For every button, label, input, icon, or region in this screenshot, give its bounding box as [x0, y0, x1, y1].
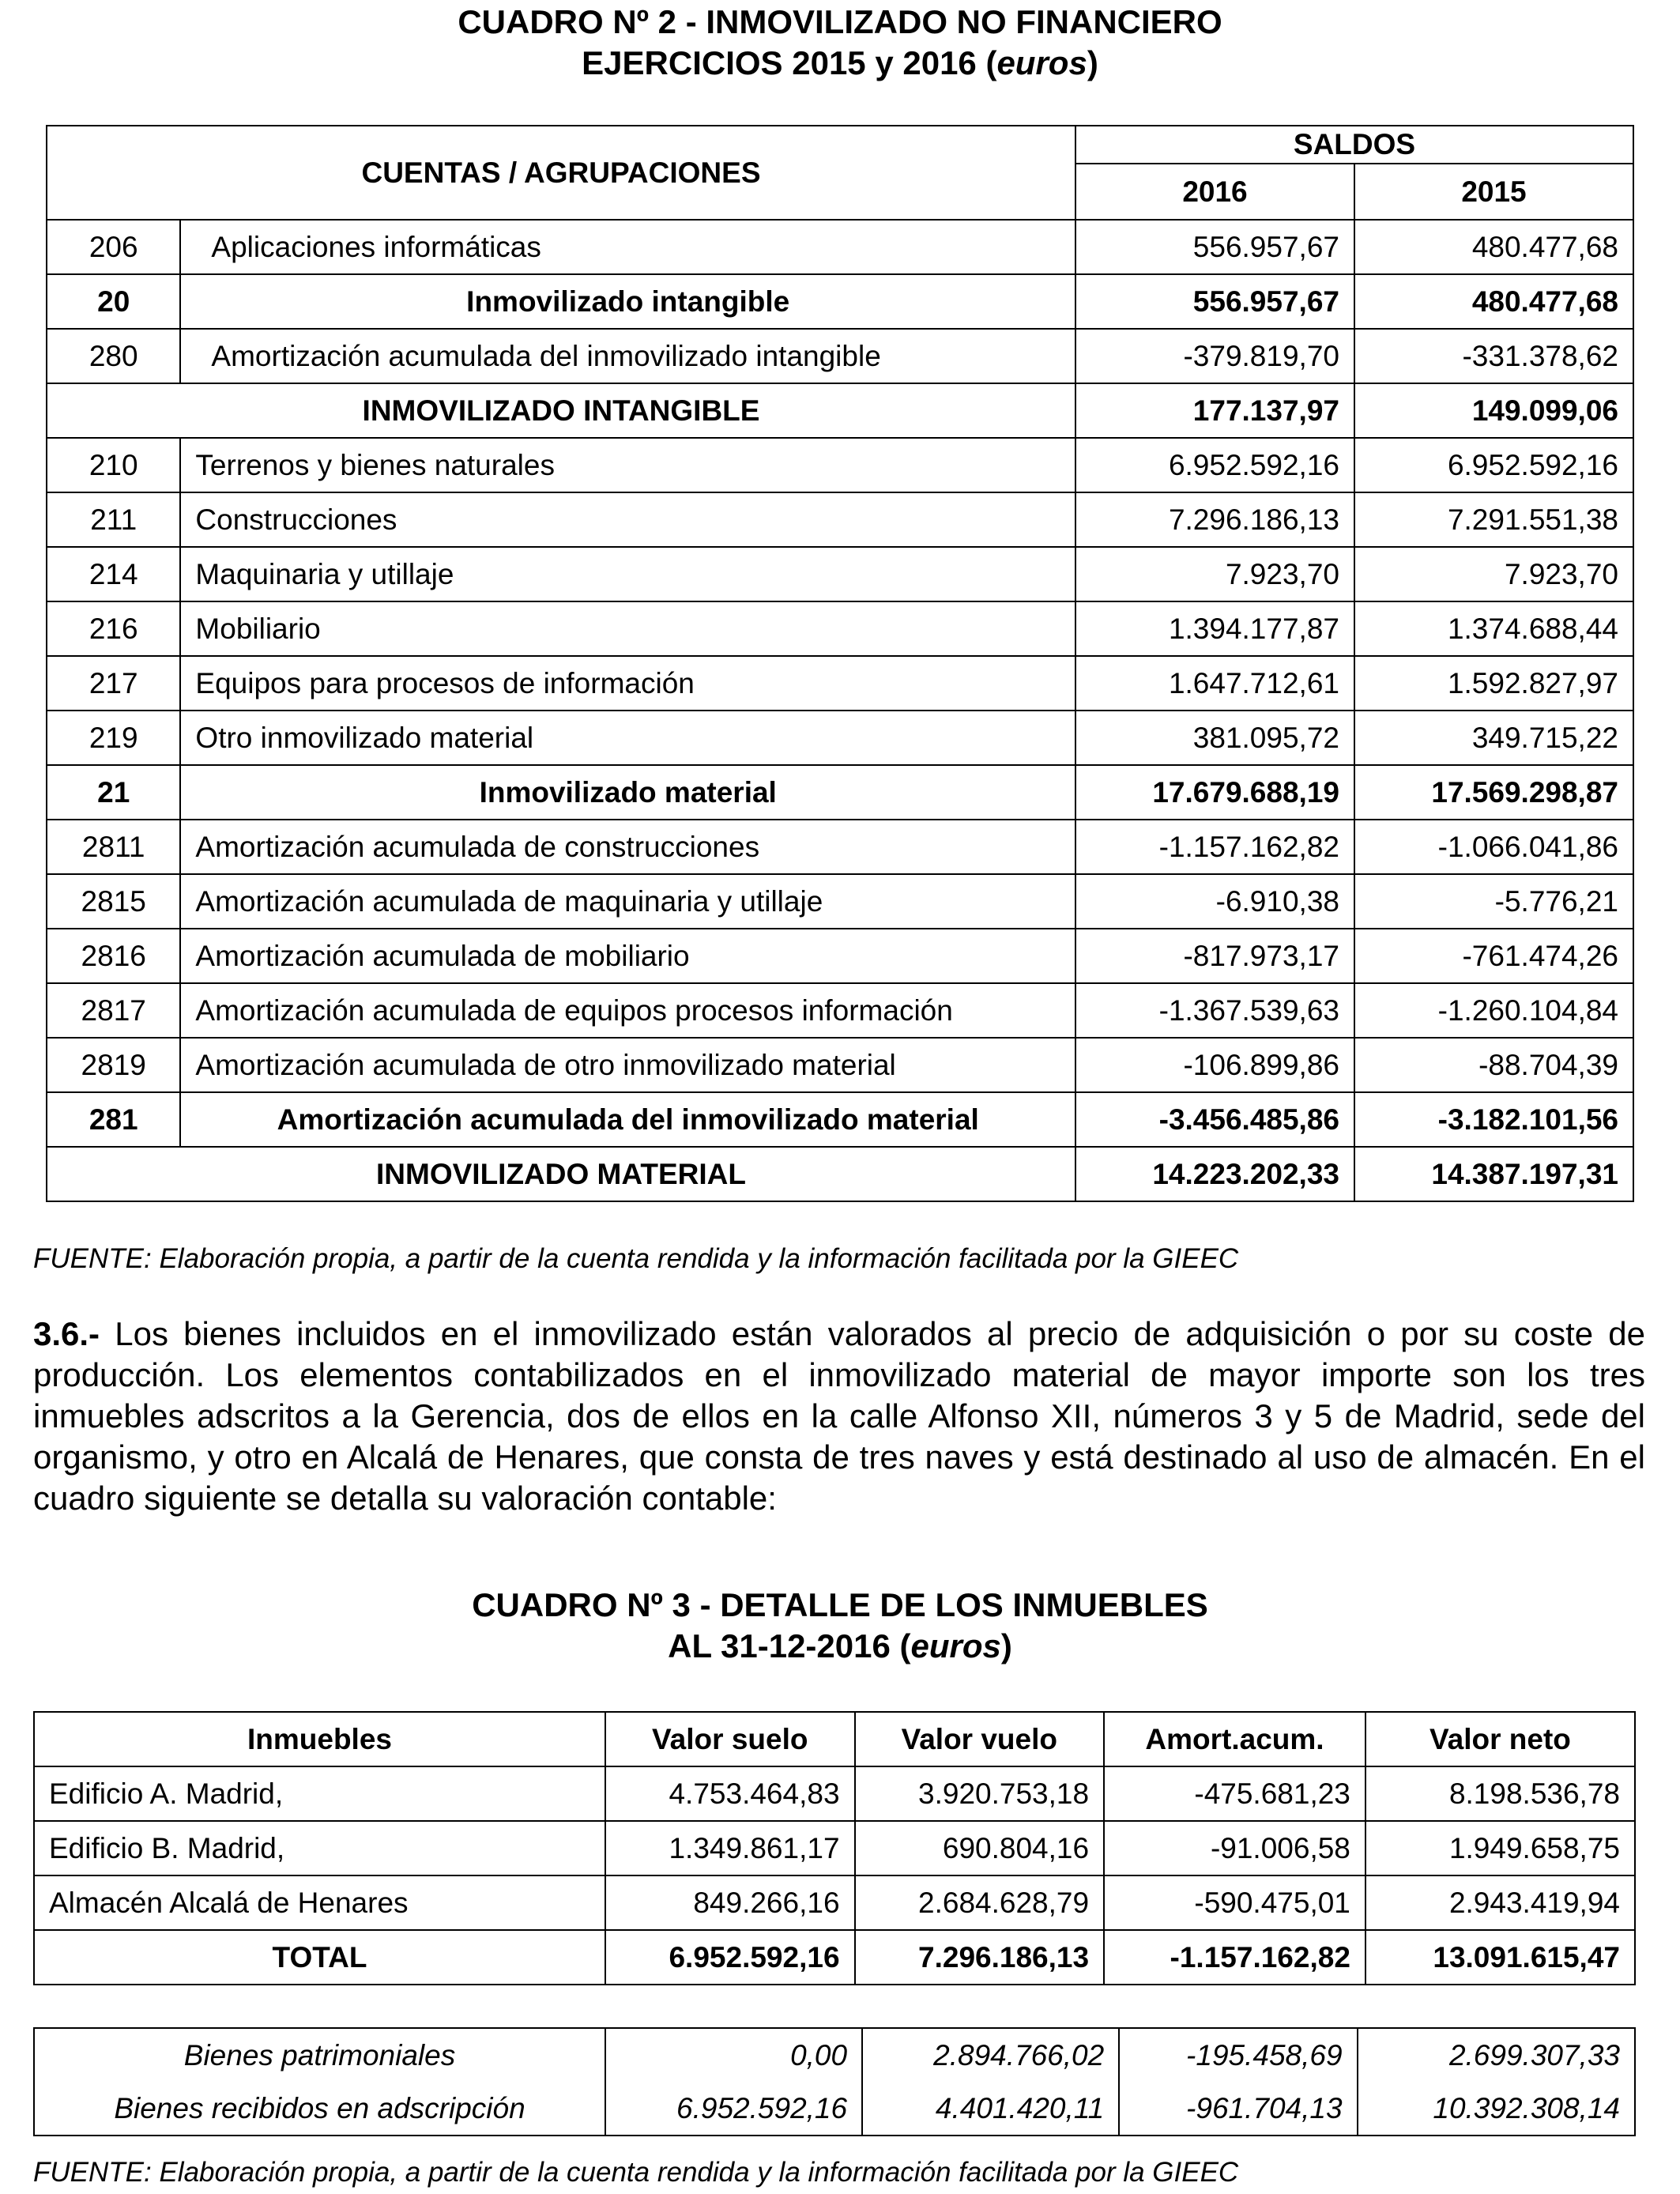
total-value: 6.952.592,16	[605, 1930, 855, 1985]
cuadro2-row	[47, 329, 1633, 383]
row-desc: Amortización acumulada del inmovilizado intangible	[180, 329, 1075, 383]
header-2015: 2015	[1354, 164, 1633, 220]
cuadro2-row	[47, 492, 1633, 547]
inmueble-value: 1.949.658,75	[1365, 1821, 1635, 1875]
inmueble-value: 2.943.419,94	[1365, 1875, 1635, 1930]
row-v2015: 480.477,68	[1354, 220, 1633, 274]
cuadro2-row	[47, 383, 1633, 438]
row-v2015: 6.952.592,16	[1354, 438, 1633, 492]
row-v2016: -1.367.539,63	[1075, 983, 1354, 1038]
row-desc: Aplicaciones informáticas	[180, 220, 1075, 274]
row-code: 211	[47, 492, 180, 547]
row-v2015: 480.477,68	[1354, 274, 1633, 329]
cuadro2-row	[47, 656, 1633, 711]
row-v2016: 177.137,97	[1075, 383, 1354, 438]
inmueble-value: 2.684.628,79	[855, 1875, 1105, 1930]
paragraph-3-6	[33, 1314, 1645, 1519]
inmueble-value: 3.920.753,18	[855, 1766, 1105, 1821]
row-v2016: 1.647.712,61	[1075, 656, 1354, 711]
row-v2016: -106.899,86	[1075, 1038, 1354, 1092]
row-v2016: 7.296.186,13	[1075, 492, 1354, 547]
row-v2015: 1.592.827,97	[1354, 656, 1633, 711]
sub-value: 0,00	[605, 2028, 862, 2082]
row-v2015: -3.182.101,56	[1354, 1092, 1633, 1147]
cuadro3-row	[34, 1875, 1635, 1930]
sub-label: Bienes recibidos en adscripción	[114, 2091, 525, 2124]
cuadro3-header-cell: Valor vuelo	[855, 1712, 1105, 1766]
row-desc: Amortización acumulada de mobiliario	[180, 929, 1075, 983]
row-desc: Amortización acumulada de otro inmovilizado material	[180, 1038, 1075, 1092]
cuadro2-row	[47, 601, 1633, 656]
cuadro2-title-prefix: EJERCICIOS 2015 y 2016 (	[582, 44, 997, 81]
row-desc: Amortización acumulada de construcciones	[180, 820, 1075, 874]
row-v2016: -3.456.485,86	[1075, 1092, 1354, 1147]
row-code: 2816	[47, 929, 180, 983]
cuadro2-row	[47, 983, 1633, 1038]
row-desc: INMOVILIZADO MATERIAL	[47, 1147, 1075, 1201]
sub-label: Bienes patrimoniales	[183, 2038, 456, 2071]
row-desc: Amortización acumulada de maquinaria y utillaje	[180, 874, 1075, 929]
cuadro2-title-line1: CUADRO Nº 2 - INMOVILIZADO NO FINANCIERO	[458, 3, 1222, 40]
row-code: 206	[47, 220, 180, 274]
row-desc: Construcciones	[180, 492, 1075, 547]
cuadro2-title-line2	[0, 43, 1680, 84]
row-desc: Maquinaria y utillaje	[180, 547, 1075, 601]
cuadro3-title-italic: euros	[910, 1627, 1001, 1664]
row-desc: Terrenos y bienes naturales	[180, 438, 1075, 492]
row-v2016: 1.394.177,87	[1075, 601, 1354, 656]
cuadro2-source: FUENTE: Elaboración propia, a partir de la cuenta rendida y la información facilitada por la GIEEC	[33, 1243, 1239, 1274]
cuadro2-row	[47, 874, 1633, 929]
sub-value: -195.458,69	[1119, 2028, 1357, 2082]
cuadro2-row	[47, 1092, 1633, 1147]
row-v2016: -379.819,70	[1075, 329, 1354, 383]
cuadro2-row	[47, 1038, 1633, 1092]
row-v2016: 7.923,70	[1075, 547, 1354, 601]
row-desc: Amortización acumulada del inmovilizado material	[180, 1092, 1075, 1147]
sub-value: -961.704,13	[1119, 2082, 1357, 2136]
cuadro2-title-italic: euros	[996, 44, 1087, 81]
cuadro3-title-line1: CUADRO Nº 3 - DETALLE DE LOS INMUEBLES	[472, 1586, 1208, 1623]
row-v2015: 14.387.197,31	[1354, 1147, 1633, 1201]
row-code: 219	[47, 711, 180, 765]
cuadro3-header-row	[34, 1712, 1635, 1766]
row-v2016: 17.679.688,19	[1075, 765, 1354, 820]
row-desc: INMOVILIZADO INTANGIBLE	[47, 383, 1075, 438]
row-v2015: 349.715,22	[1354, 711, 1633, 765]
cuadro2-row	[47, 765, 1633, 820]
cuadro3-header-cell: Valor suelo	[605, 1712, 855, 1766]
paragraph-text: Los bienes incluidos en el inmovilizado están valorados al precio de adquisición o por su coste de producción. Los elementos contabilizados en el inmovilizado material de mayor importe son los tres inmuebles adscritos a la Gerencia, dos de ellos en la calle Alfonso XII, números 3 y 5 de Madrid, sede del organismo, y otro en Alcalá de Henares, que consta de tres naves y está destinado al uso de almacén. En el cuadro siguiente se detalla su valoración contable:	[33, 1315, 1645, 1517]
cuadro2-title	[0, 2, 1680, 84]
row-v2016: 556.957,67	[1075, 274, 1354, 329]
cuadro2-table	[46, 125, 1634, 1202]
cuadro2-row	[47, 220, 1633, 274]
row-code: 20	[47, 274, 180, 329]
inmueble-name: Edificio B. Madrid,	[34, 1821, 605, 1875]
cuadro3-subtable-body	[34, 2028, 1635, 2136]
row-code: 2811	[47, 820, 180, 874]
cuadro3-header-cell: Valor neto	[1365, 1712, 1635, 1766]
row-code: 2815	[47, 874, 180, 929]
row-v2015: 17.569.298,87	[1354, 765, 1633, 820]
total-value: 7.296.186,13	[855, 1930, 1105, 1985]
row-v2015: 7.923,70	[1354, 547, 1633, 601]
cuadro3-header-cell: Inmuebles	[34, 1712, 605, 1766]
cuadro2-row	[47, 929, 1633, 983]
cuadro3-source: FUENTE: Elaboración propia, a partir de la cuenta rendida y la información facilitada por la GIEEC	[33, 2157, 1239, 2188]
paragraph-number: 3.6.-	[33, 1315, 100, 1352]
inmueble-value: -475.681,23	[1104, 1766, 1365, 1821]
header-cuentas: CUENTAS / AGRUPACIONES	[47, 126, 1075, 220]
cuadro3-sub-row	[34, 2028, 1635, 2082]
row-v2016: -6.910,38	[1075, 874, 1354, 929]
cuadro3-row	[34, 1821, 1635, 1875]
cuadro2-row	[47, 711, 1633, 765]
row-code: 217	[47, 656, 180, 711]
sub-value: 10.392.308,14	[1358, 2082, 1635, 2136]
row-code: 280	[47, 329, 180, 383]
cuadro3-total-row	[34, 1930, 1635, 1985]
cuadro3-title-line2	[0, 1626, 1680, 1667]
cuadro2-body	[47, 220, 1633, 1201]
header-2016: 2016	[1075, 164, 1354, 220]
row-desc: Amortización acumulada de equipos procesos información	[180, 983, 1075, 1038]
row-v2016: -1.157.162,82	[1075, 820, 1354, 874]
inmueble-value: 1.349.861,17	[605, 1821, 855, 1875]
row-v2016: 14.223.202,33	[1075, 1147, 1354, 1201]
total-value: -1.157.162,82	[1104, 1930, 1365, 1985]
cuadro2-row	[47, 1147, 1633, 1201]
inmueble-value: -91.006,58	[1104, 1821, 1365, 1875]
row-v2015: -761.474,26	[1354, 929, 1633, 983]
row-v2015: -1.260.104,84	[1354, 983, 1633, 1038]
total-value: 13.091.615,47	[1365, 1930, 1635, 1985]
inmueble-value: 4.753.464,83	[605, 1766, 855, 1821]
row-desc: Equipos para procesos de información	[180, 656, 1075, 711]
row-v2015: -88.704,39	[1354, 1038, 1633, 1092]
inmueble-value: 8.198.536,78	[1365, 1766, 1635, 1821]
row-desc: Mobiliario	[180, 601, 1075, 656]
cuadro3-title-suffix: )	[1000, 1627, 1012, 1664]
cuadro2-row	[47, 274, 1633, 329]
row-v2015: -1.066.041,86	[1354, 820, 1633, 874]
sub-value: 4.401.420,11	[862, 2082, 1119, 2136]
cuadro3-row	[34, 1766, 1635, 1821]
row-v2015: 7.291.551,38	[1354, 492, 1633, 547]
inmueble-name: Edificio A. Madrid,	[34, 1766, 605, 1821]
row-code: 281	[47, 1092, 180, 1147]
row-code: 210	[47, 438, 180, 492]
sub-value: 2.894.766,02	[862, 2028, 1119, 2082]
cuadro2-title-suffix: )	[1087, 44, 1098, 81]
row-v2016: 6.952.592,16	[1075, 438, 1354, 492]
total-label: TOTAL	[34, 1930, 605, 1985]
row-v2015: -5.776,21	[1354, 874, 1633, 929]
inmueble-value: 690.804,16	[855, 1821, 1105, 1875]
inmueble-value: -590.475,01	[1104, 1875, 1365, 1930]
inmueble-name: Almacén Alcalá de Henares	[34, 1875, 605, 1930]
cuadro3-sub-row	[34, 2082, 1635, 2136]
row-code: 2817	[47, 983, 180, 1038]
row-v2016: 556.957,67	[1075, 220, 1354, 274]
sub-value: 6.952.592,16	[605, 2082, 862, 2136]
row-desc: Inmovilizado intangible	[180, 274, 1075, 329]
row-code: 216	[47, 601, 180, 656]
row-code: 21	[47, 765, 180, 820]
cuadro2-row	[47, 438, 1633, 492]
row-v2015: -331.378,62	[1354, 329, 1633, 383]
row-v2016: -817.973,17	[1075, 929, 1354, 983]
cuadro3-header-cell: Amort.acum.	[1104, 1712, 1365, 1766]
row-v2016: 381.095,72	[1075, 711, 1354, 765]
row-desc: Inmovilizado material	[180, 765, 1075, 820]
header-saldos: SALDOS	[1075, 126, 1633, 164]
cuadro3-subtable	[33, 2027, 1636, 2136]
cuadro2-row	[47, 547, 1633, 601]
row-code: 214	[47, 547, 180, 601]
row-desc: Otro inmovilizado material	[180, 711, 1075, 765]
sub-value: 2.699.307,33	[1358, 2028, 1635, 2082]
cuadro3-title-prefix: AL 31-12-2016 (	[668, 1627, 911, 1664]
cuadro2-row	[47, 820, 1633, 874]
row-v2015: 149.099,06	[1354, 383, 1633, 438]
cuadro3-body	[34, 1766, 1635, 1985]
row-v2015: 1.374.688,44	[1354, 601, 1633, 656]
cuadro3-table	[33, 1711, 1636, 1985]
cuadro3-title	[0, 1585, 1680, 1667]
row-code: 2819	[47, 1038, 180, 1092]
inmueble-value: 849.266,16	[605, 1875, 855, 1930]
